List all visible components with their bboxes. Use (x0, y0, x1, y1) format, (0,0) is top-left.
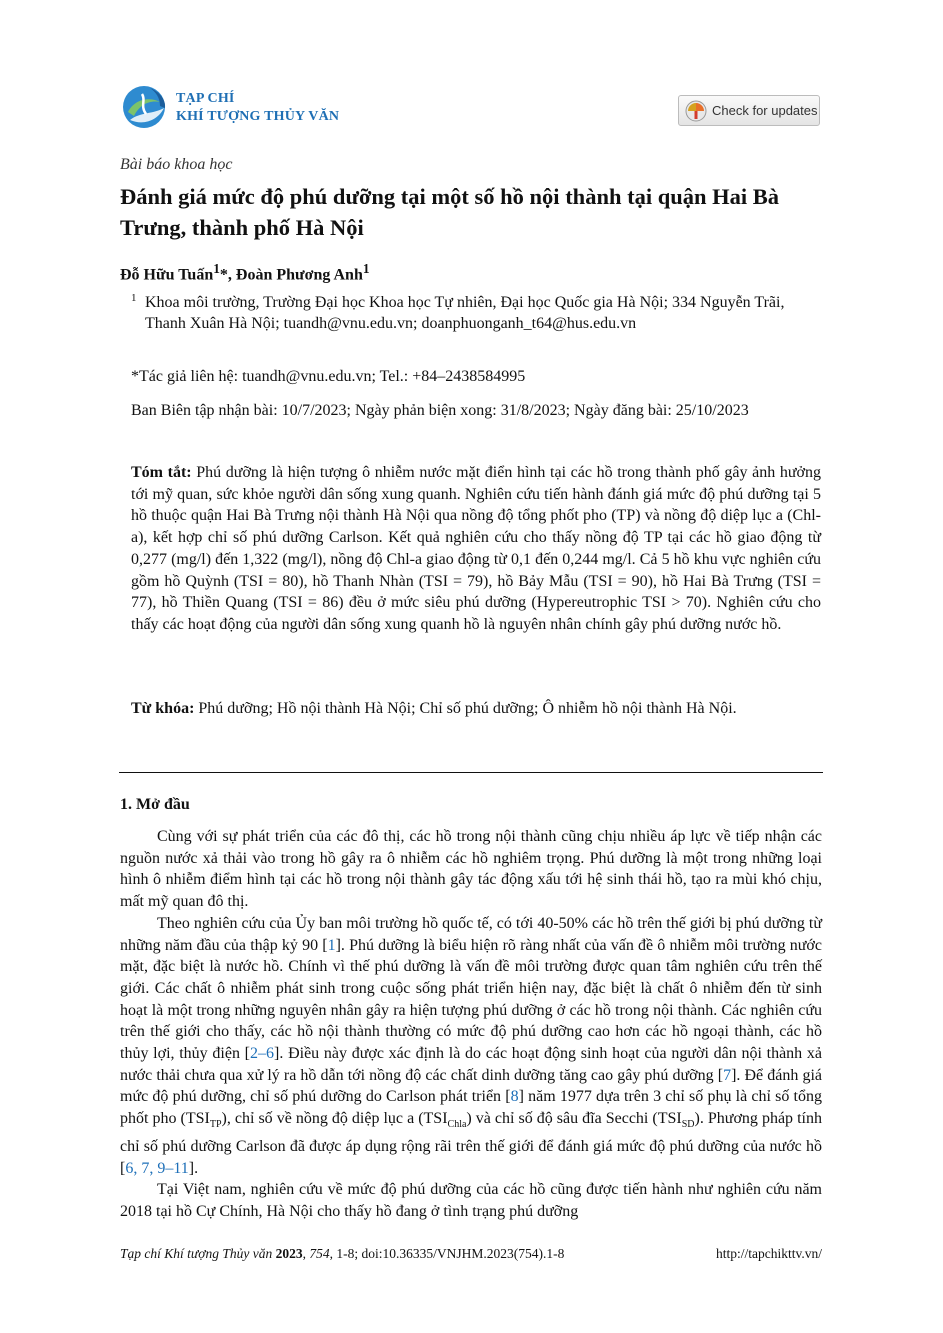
check-for-updates-label: Check for updates (712, 103, 818, 118)
text-run: ). Phương pháp tính chỉ số phú dưỡng Carlson đã được áp dụng rộng rãi trên thế giới để đánh giá mức độ phú dưỡng của nước hồ [ (120, 1110, 822, 1177)
intro-body (120, 826, 822, 1223)
footer-journal: Tạp chí Khí tượng Thủy văn (120, 1246, 273, 1261)
citation-link[interactable]: 7 (723, 1066, 732, 1084)
paragraph: Tại Việt nam, nghiên cứu về mức độ phú dưỡng của các hồ cũng được tiến hành như nghiên cứu năm 2018 tại hồ Cự Chính, Hà Nội cho thấy hồ đang ở tình trạng phú dưỡng (120, 1181, 822, 1221)
footer-url-link[interactable]: http://tapchikttv.vn/ (716, 1246, 822, 1261)
affiliation-mark: 1 (131, 292, 137, 304)
article-type: Bài báo khoa học (120, 156, 233, 173)
journal-logo-line2: KHÍ TƯỢNG THỦY VĂN (176, 109, 340, 124)
text-run: ]. Điều này được xác định là do các hoạt động sinh hoạt của người dân nội thành xả nước thải chưa qua xử lý ra hồ dẫn tới nồng độ các chất dinh dưỡng tăng cao gây phú dưỡng [ (120, 1045, 822, 1084)
text-run: ), chỉ số về nồng độ diệp lục a (TSI (221, 1110, 448, 1128)
journal-logo-line1: TẠP CHÍ (176, 91, 235, 106)
check-for-updates-button[interactable] (678, 95, 820, 126)
subscript: Chla (447, 1119, 467, 1131)
footer-sep: , (302, 1246, 310, 1261)
keywords (131, 698, 821, 720)
paragraph: Cùng với sự phát triển của các đô thị, các hồ trong nội thành cũng chịu nhiều áp lực về tiếp nhận các nguồn nước xả thải vào trong hồ gây ra ô nhiễm các hồ nghiêm trọng. Phú dưỡng là một trong những loại hình ô nhiễm điểm hình tại các hồ trong nội thành gây tác động xấu tới hệ sinh thái hồ, tạo ra mùi khó chịu, mất mỹ quan đô thị. (120, 828, 822, 911)
affiliation (120, 292, 820, 334)
text-run: ]. Để đánh giá mức độ phú dưỡng, chỉ số phú dưỡng do Carlson phát triển [ (120, 1066, 823, 1106)
article-dates: Ban Biên tập nhận bài: 10/7/2023; Ngày phản biện xong: 31/8/2023; Ngày đăng bài: 25/10/2023 (131, 402, 749, 419)
affiliation-text: Khoa môi trường, Trường Đại học Khoa học Tự nhiên, Đại học Quốc gia Hà Nội; 334 Nguyễn Trãi, Thanh Xuân Hà Nội; tuandh@vnu.edu.vn; doanphuonganh_t64@hus.edu.vn (145, 294, 785, 332)
paragraph (120, 913, 822, 1180)
corresponding-mark: *, (219, 266, 236, 284)
abstract-label: Tóm tắt: (131, 464, 192, 481)
section-heading: 1. Mở đầu (120, 796, 190, 813)
journal-logo-icon (120, 82, 174, 132)
text-run: ]. (188, 1159, 199, 1177)
author-name: Đoàn Phương Anh (235, 266, 363, 284)
author-name: Đỗ Hữu Tuấn (120, 266, 214, 284)
subscript: SD (681, 1119, 695, 1131)
subscript: TP (209, 1119, 222, 1131)
article-title: Đánh giá mức độ phú dưỡng tại một số hồ nội thành tại quận Hai Bà Trưng, thành phố Hà Nội (120, 184, 780, 240)
footer-year: 2023 (275, 1246, 303, 1261)
author-list (120, 261, 370, 284)
section-divider (119, 772, 823, 773)
abstract-text: Phú dưỡng là hiện tượng ô nhiễm nước mặt điển hình tại các hồ trong thành phố gây ảnh hưởng tới mỹ quan, sức khỏe người dân sống xung quanh. Nghiên cứu tiến hành đánh giá mức độ phú dưỡng tại 5 hồ thuộc quận Hai Bà Trưng nội thành Hà Nội qua nồng độ tổng phốt pho (TP) và nồng độ diệp lục a (Chl-a), kết hợp chỉ số phú dưỡng Carlson. Kết quả nghiên cứu cho thấy nồng độ TP tại các hồ giao động từ 0,277 (mg/l) đến 1,322 (mg/l), nồng độ Chl-a giao động từ 0,1 đến 0,244 mg/l. Cả 5 hồ khu vực nghiên cứu gồm hồ Quỳnh (TSI = 80), hồ Thanh Nhàn (TSI = 79), hồ Bảy Mẫu (TSI = 90), hồ Hai Bà Trưng (TSI = 77), hồ Thiền Quang (TSI = 86) đều ở mức siêu phú dưỡng (Hypereutrophic TSI > 70). Nghiên cứu cho thấy các hoạt động của người dân sống xung quanh hồ là nguyên nhân chính gây phú dưỡng nước hồ. (131, 464, 822, 633)
keywords-label: Từ khóa: (131, 700, 195, 717)
citation-link[interactable]: 8 (510, 1088, 519, 1106)
text-run: Theo nghiên cứu của Ủy ban môi trường hồ quốc tế, có tới 40-50% các hồ trên thế giới bị phú dưỡng từ những năm đầu của thập kỷ 90 [ (120, 914, 822, 954)
journal-logo (120, 82, 360, 134)
footer-doi: , 1-8; doi:10.36335/VNJHM.2023(754).1-8 (329, 1246, 565, 1261)
abstract (131, 462, 821, 636)
citation-link[interactable]: 1 (327, 936, 336, 954)
author-affiliation-mark: 1 (213, 261, 220, 276)
citation-link[interactable]: 6, 7, 9–11 (125, 1159, 189, 1177)
footer-volume: 754 (309, 1246, 330, 1261)
corresponding-author: *Tác giả liên hệ: tuandh@vnu.edu.vn; Tel.: +84–2438584995 (131, 368, 526, 385)
text-run: ] năm 1977 dựa trên 3 chỉ số phụ là chỉ số tổng phốt pho (TSI (120, 1088, 822, 1128)
text-run: ]. Phú dưỡng là biểu hiện rõ ràng nhất của vấn đề ô nhiễm môi trường nước mặt, đặc biệt là nước hồ. Chính vì thế phú dưỡng là vấn đề môi trường được quan tâm nghiên cứu trên thế giới. Các chất ô nhiễm phát sinh trong cuộc sống phát triển hiện nay, đặc biệt là chất ô nhiễm đến từ sinh hoạt là một trong những nguyên nhân gây ra hiện tượng phú dưỡng ở các hồ trong nội thành. Các nghiên cứu trên thế giới cho thấy, các hồ nội thành thường có mức độ phú dưỡng cao hơn các hồ ngoại thành, các hồ thủy lợi, thủy điện [ (120, 936, 822, 1063)
check-updates-icon (685, 100, 707, 122)
page-footer (120, 1246, 822, 1262)
citation-link[interactable]: 2–6 (250, 1045, 275, 1063)
text-run: ) và chỉ số độ sâu đĩa Secchi (TSI (466, 1110, 682, 1128)
keywords-text: Phú dưỡng; Hồ nội thành Hà Nội; Chỉ số phú dưỡng; Ô nhiễm hồ nội thành Hà Nội. (194, 700, 737, 717)
author-affiliation-mark: 1 (362, 261, 370, 276)
